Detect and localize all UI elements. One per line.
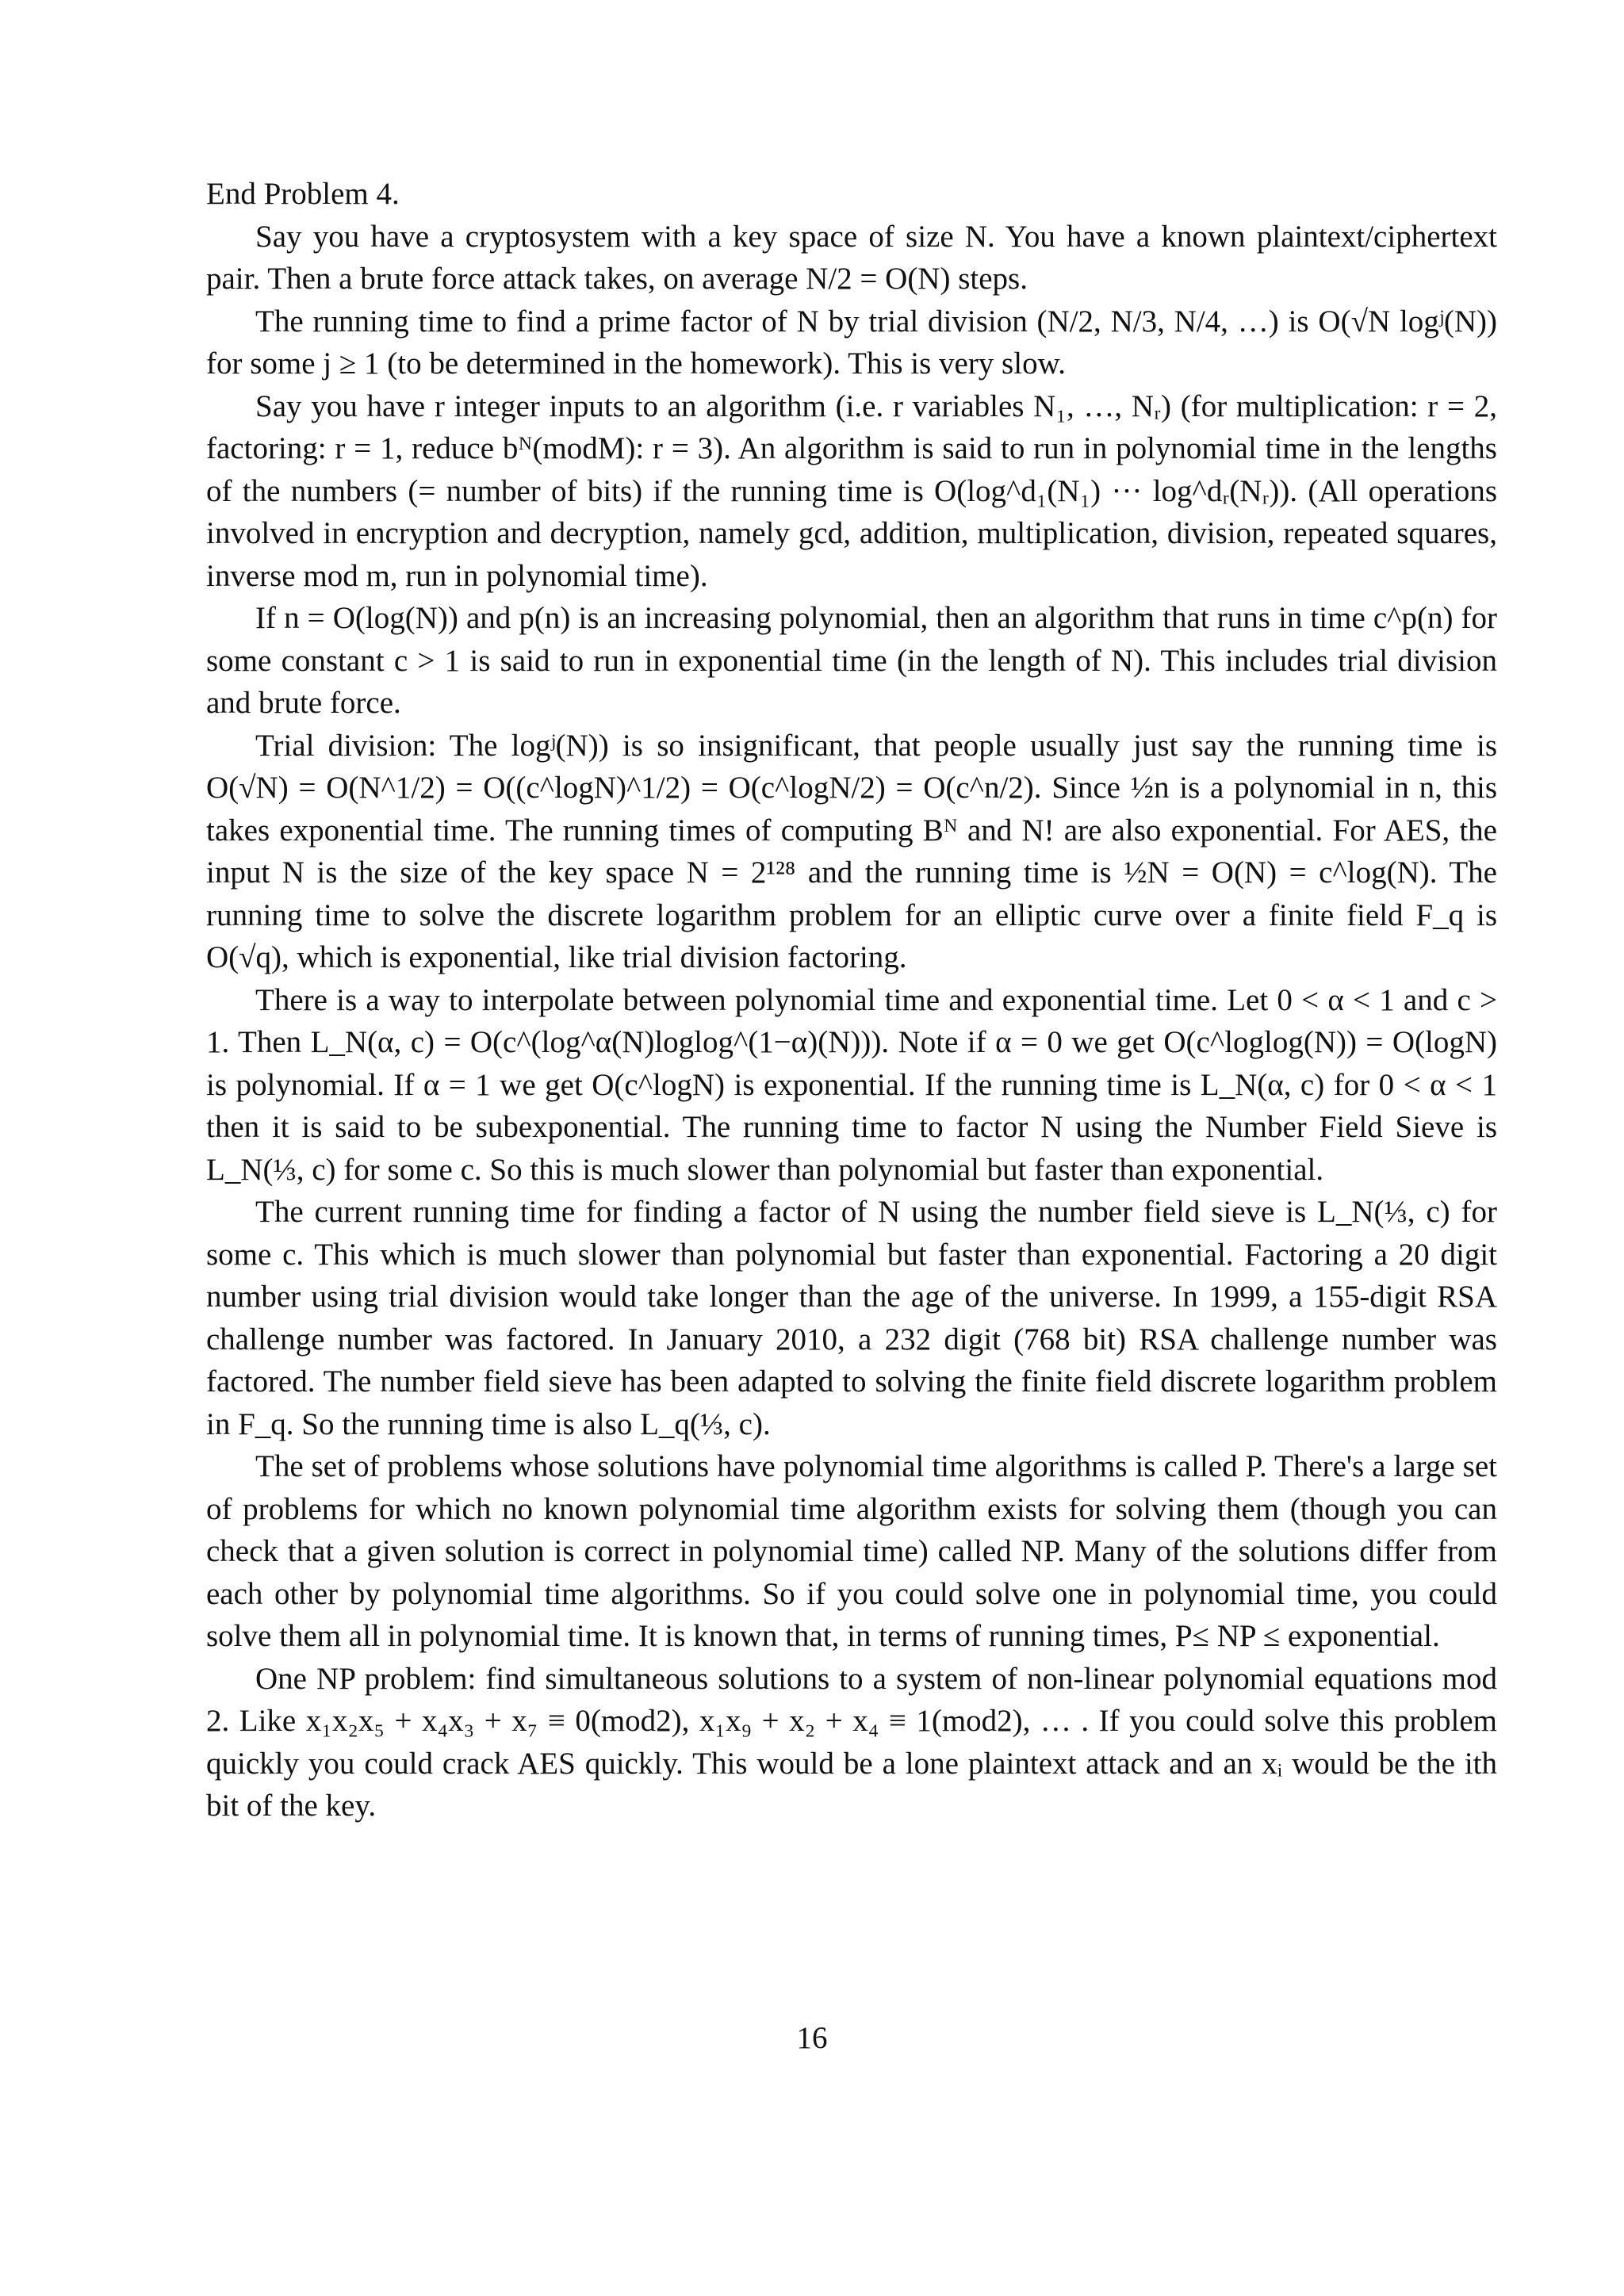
paragraph-polynomial-time: Say you have r integer inputs to an algorithm (i.e. r variables N₁, …, Nᵣ) (for multiplication: r = 2, factoring: r = 1, reduce bᴺ(modM): r = 3). An algorithm is said to run in polynomial time in the lengths of the numbers (= number of bits) if the running time is O(log^d₁(N₁) ··· log^dᵣ(Nᵣ)). (All operations involved in encryption and decryption, namely gcd, addition, multiplication, division, repeated squares, inverse mod m, run in polynomial time). xyxy=(206,388,1497,593)
paragraph-np-problem: One NP problem: find simultaneous solutions to a system of non-linear polynomial equations mod 2. Like x₁x₂x₅ + x₄x₃ + x₇ ≡ 0(mod2), x₁x₉ + x₂ + x₄ ≡ 1(mod2), … . If you could solve this problem quickly you could crack AES quickly. This would be a lone plaintext attack and an xᵢ would be the ith bit of the key. xyxy=(206,1661,1497,1823)
paragraph-p-np: The set of problems whose solutions have polynomial time algorithms is called P. There's a large set of problems for which no known polynomial time algorithm exists for solving them (though you can check that a given solution is correct in polynomial time) called NP. Many of the solutions differ from each other by polynomial time algorithms. So if you could solve one in polynomial time, you could solve them all in polynomial time. It is known that, in terms of running times, P≤ NP ≤ exponential. xyxy=(206,1449,1497,1653)
paragraph-end-problem: End Problem 4. xyxy=(206,177,400,211)
paragraph-subexponential: There is a way to interpolate between polynomial time and exponential time. Let 0 < α < 1 and c > 1. Then L_N(α, c) = O(c^(log^α(N)loglog^(1−α)(N))). Note if α = 0 we get O(c^loglog(N)) = O(logN) is polynomial. If α = 1 we get O(c^logN) is exponential. If the running time is L_N(α, c) for 0 < α < 1 then it is said to be subexponential. The running time to factor N using the Number Field Sieve is L_N(⅓, c) for some c. So this is much slower than polynomial but faster than exponential. xyxy=(206,982,1497,1187)
paragraph-trial-division-running-time: Trial division: The logʲ(N)) is so insignificant, that people usually just say the running time is O(√N) = O(N^1/2) = O((c^logN)^1/2) = O(c^logN/2) = O(c^n/2). Since ½n is a polynomial in n, this takes exponential time. The running times of computing Bᴺ and N! are also exponential. For AES, the input N is the size of the key space N = 2¹²⁸ and the running time is ½N = O(N) = c^log(N). The running time to solve the discrete logarithm problem for an elliptic curve over a finite field F_q is O(√q), which is exponential, like trial division factoring. xyxy=(206,728,1497,974)
paragraph-brute-force: Say you have a cryptosystem with a key space of size N. You have a known plaintext/ciphertext pair. Then a brute force attack takes, on average N/2 = O(N) steps. xyxy=(206,219,1497,296)
paragraph-number-field-sieve: The current running time for finding a factor of N using the number field sieve is L_N(⅓, c) for some c. This which is much slower than polynomial but faster than exponential. Factoring a 20 digit number using trial division would take longer than the age of the universe. In 1999, a 155-digit RSA challenge number was factored. In January 2010, a 232 digit (768 bit) RSA challenge number was factored. The number field sieve has been adapted to solving the finite field discrete logarithm problem in F_q. So the running time is also L_q(⅓, c). xyxy=(206,1195,1497,1441)
paragraph-exponential-time: If n = O(log(N)) and p(n) is an increasing polynomial, then an algorithm that runs in time c^p(n) for some constant c > 1 is said to run in exponential time (in the length of N). This includes trial division and brute force. xyxy=(206,601,1497,720)
page-number: 16 xyxy=(796,2021,828,2055)
paragraph-trial-division: The running time to find a prime factor of N by trial division (N/2, N/3, N/4, …) is O(√N logʲ(N)) for some j ≥ 1 (to be determined in the homework). This is very slow. xyxy=(206,304,1497,381)
page-body xyxy=(206,173,1497,1827)
